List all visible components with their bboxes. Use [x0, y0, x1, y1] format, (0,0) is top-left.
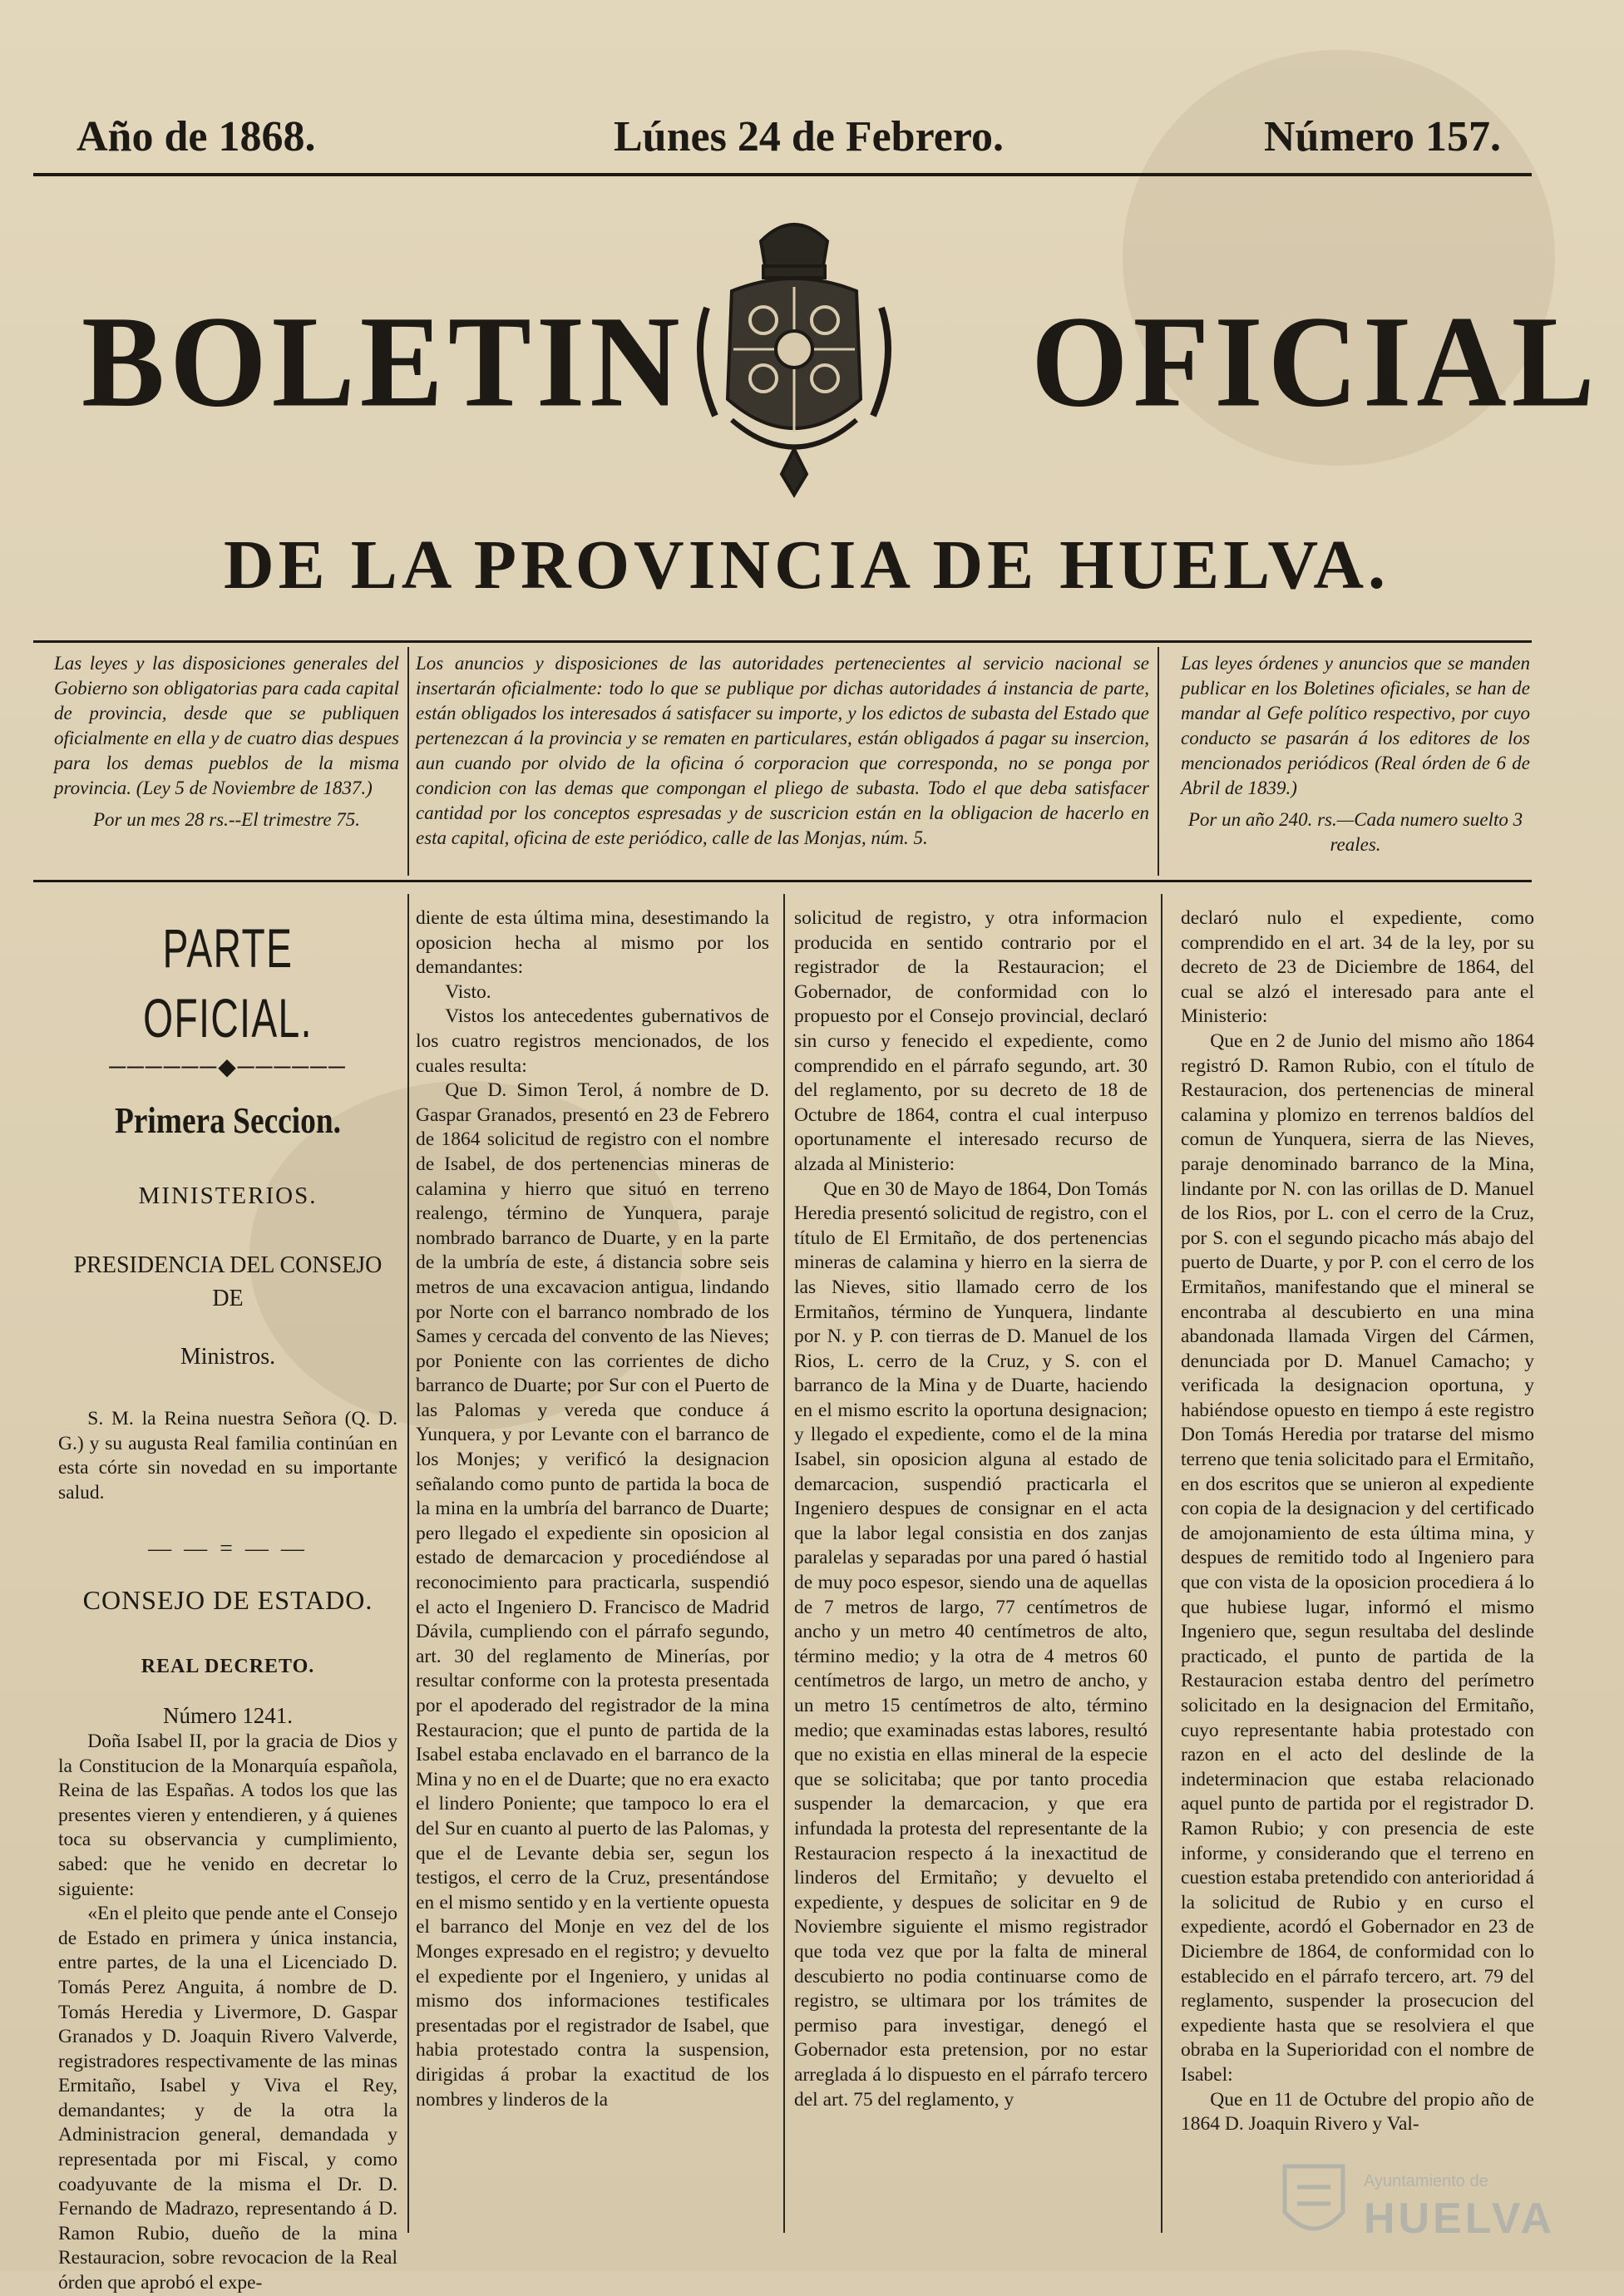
column-divider [407, 647, 409, 876]
paragraph: declaró nulo el expediente, como comprendido en el art. 34 de la ley, por su decreto de 23 de Diciembre de 1864, del cual se alzó el interesado para ante el Ministerio: [1181, 907, 1534, 1028]
real-decreto-heading: REAL DECRETO. [141, 1655, 315, 1677]
watermark-line1: Ayuntamiento de [1364, 2172, 1488, 2190]
paragraph: diente de esta última mina, desestimando la oposicion hecha al mismo por los demandantes: [416, 907, 769, 979]
ministros-heading: Ministros. [180, 1344, 276, 1370]
masthead-subtitle: DE LA PROVINCIA DE HUELVA. [224, 526, 1390, 604]
column-divider [1158, 647, 1159, 876]
notice-center [416, 651, 1149, 880]
notice-right-text: Las leyes órdenes y anuncios que se manden publicar en los Boletines oficiales, se han de mandar al Gefe político respectivo, por cuyo conducto se pasarán á los editores de los mencionados periódicos (Real órden de 6 de Abril de 1839.) [1181, 653, 1530, 798]
paragraph: «En el pleito que pende ante el Consejo de Estado en primera y única instancia, entre partes, de la una el Licenciado D. Tomás Perez Anguita, á nombre de D. Tomás Heredia y Livermore, D. Gaspar Granados y D. Joaquin Rivero Valverde, registradores respectivamente de las minas Ermitaño, Isabel y Viva el Rey, demandantes; y de la otra la Administracion general, demandada y representada por mi Fiscal, y como coadyuvante de la misma el Dr. D. Fernando de Madrazo, representando á D. Ramon Rubio, dueño de la mina Restauracion, sobre revocacion de la Real órden que aprobó el expe- [58, 1903, 397, 2294]
presidencia-heading: PRESIDENCIA DEL CONSEJO DE [73, 1252, 383, 1311]
primera-seccion-heading: Primera Seccion. [114, 1100, 342, 1141]
paragraph: Visto. [445, 980, 491, 1003]
issue-year: Año de 1868. [77, 113, 316, 160]
consejo-de-estado-heading: CONSEJO DE ESTADO. [82, 1584, 373, 1615]
watermark-line2: HUELVA [1364, 2195, 1556, 2243]
paragraph: Que en 11 de Octubre del propio año de 1864 D. Joaquin Rivero y Val- [1181, 2088, 1534, 2136]
masthead-oficial: OFICIAL [1031, 289, 1600, 435]
paragraph: Que D. Simon Terol, á nombre de D. Gaspar Granados, presentó en 23 de Febrero de 1864 solicitud de registro con el nombre de Isabel, de dos pertenencias mineras de calamina y hierro que situó en terreno realengo, término de Yunquera, paraje nombrado barranco de Duarte, y en la parte de la umbría de este, á distancia sobre seis metros de una excavacion antigua, lindando por Norte con el barranco nombrado de los Sames y cercada del convento de las Nieves; por Poniente con las corrientes de dicho barranco de Duarte; por Sur con el Puerto de las Palomas y vereda que conduce á Yunquera, y por Levante con el barranco de los Monjes; y verificó la designacion señalando como punto de partida la boca de la mina en la umbría del barranco de Duarte; pero llegado el expediente sin oposicion al estado de demarcacion y procediéndose al reconocimiento para practicarla, suspendió el acto el Ingeniero D. Francisco de Madrid Dávila, cumpliendo con el párrafo segundo, art. 30 del reglamento de Minerías, por resultar conforme con la protesta presentada por el apoderado del registrador de la mina Restauracion; que el punto de partida de la Isabel estaba enclavado en el barranco de la Mina y no en el de Duarte; que no era exacto el lindero Poniente; que tampoco lo era el del Sur en cuanto al puerto de las Palomas, y que el de Levante debia ser, segun los testigos, el cerro de la Cruz, presentándose en el mismo sentido y en la vertiente opuesta el barranco del Monje en vez del de los Monges expresado en el registro; y devuelto el expediente por el Ingeniero, y unidas al mismo dos informaciones testificales presentadas por el registrador de Isabel, que habia protestado contra la suspension, dirigidas á probar la exactitud de los nombres y linderos de la [416, 1079, 769, 2111]
notices-bottom-rule [33, 880, 1532, 882]
column-divider [783, 894, 785, 2233]
issue-number: Número 157. [1264, 113, 1502, 160]
ornament-divider: ──────◆────── [109, 1054, 347, 1080]
column-1 [58, 906, 397, 2294]
masthead-boletin: BOLETIN [81, 289, 685, 435]
notice-center-text: Los anuncios y disposiciones de las autoridades pertenecientes al servicio nacional se insertarán oficialmente: todo lo que se publique por dichas autoridades á instancia de parte, están obligados los interesados á satisfacer su importe, y los edictos de subasta del Estado que pertenezcan á la provincia y se rematen en particulares, están obligados á pagar su insercion, aun cuando por olvido de la oficina ó corporacion que corresponda, no se ponga por condicion con las demas que compongan el pliego de subasta. Todo el que deba satisfacer cantidad por los conceptos espresadas y de suscricion están en la obligacion de hacerlo en esta capital, oficina de este periódico, calle de las Monjas, núm. 5. [416, 653, 1149, 848]
notice-left-price: Por un mes 28 rs.--El trimestre 75. [92, 809, 361, 830]
column-2 [416, 906, 769, 2237]
paragraph: solicitud de registro, y otra informacion producida en sentido contrario por el registrador de la Restauracion; el Gobernador, de conformidad con lo propuesto por el Consejo provincial, declaró sin curso y fenecido el expediente, como comprendido en el párrafo segundo, art. 30 del reglamento, por su decreto de 18 de Octubre de 1864, contra el cual interpuso oportunamente el interesado recurso de alzada al Ministerio: [794, 907, 1148, 1175]
notice-left [54, 651, 399, 880]
column-divider [1161, 894, 1162, 2233]
archive-watermark [1281, 2154, 1605, 2254]
paragraph: Que en 30 de Mayo de 1864, Don Tomás Heredia presentó solicitud de registro, con el título de El Ermitaño, de dos pertenencias mineras de calamina y hierro en la sierra de las Nieves, sitio llamado cerro de los Ermitaños, término de Yunquera, lindante por N. y P. con tierras de D. Manuel de los Rios, L. cerro de la Cruz, y S. con el barranco de la Mina y de Duarte, haciendo en el mismo escrito la oportuna designacion; y llegado el expediente, como el de la mina Isabel, sin oposicion alguna al estado de demarcacion, suspendió practicarla el Ingeniero despues de consignar en el acta que la labor legal consistia en dos zanjas paralelas y separadas por una pared ó hastial de muy poco espesor, siendo una de aquellas de 7 metros de largo, 77 centímetros de ancho y un metro 40 centímetros de alto, término medio; y la otra de 4 metros 60 centímetros de largo, un metro de ancho, y un metro 15 centímetros de alto, término medio; que examinadas estas labores, resultó que no existia en ellas mineral de la especie que se solicitaba; que por tanto procedia suspender la demarcacion, y que era infundada la protesta del representante de la Restauracion respecto á la inexactitud de linderos del Ermitaño; y devuelto el expediente, y despues de solicitar en 9 de Noviembre siguiente el mismo registrador que toda vez que por la falta de mineral descubierto no podia continuarse como de registro, se ultimara por los trámites de permiso para investigar, denegó el Gobernador esta pretension, por no estar arreglada á lo dispuesto en el párrafo tercero del art. 75 del reglamento, y [794, 1178, 1148, 2111]
header-rule [33, 173, 1532, 176]
issue-date: Lúnes 24 de Febrero. [614, 113, 1004, 160]
column-4 [1181, 906, 1534, 2237]
column-3 [794, 906, 1148, 2237]
paragraph: Vistos los antecedentes gubernativos de los cuatro registros mencionados, de los cuales resulta: [416, 1005, 769, 1077]
paragraph: S. M. la Reina nuestra Señora (Q. D. G.) y su augusta Real familia continúan en esta córte sin novedad en su importante salud. [58, 1408, 397, 1504]
royal-coat-of-arms-icon [682, 208, 906, 499]
notices-top-rule [33, 640, 1532, 643]
decree-number: Número 1241. [163, 1702, 293, 1728]
parte-oficial-heading: PARTE OFICIAL. [143, 917, 313, 1049]
column-divider [407, 894, 409, 2233]
notice-right-price: Por un año 240. rs.—Cada numero suelto 3 reales. [1187, 809, 1523, 855]
section-divider: — — = — — [148, 1536, 308, 1563]
paragraph: Que en 2 de Junio del mismo año 1864 registró D. Ramon Rubio, con el título de Restauracion, dos pertenencias de mineral calamina y plomizo en terrenos baldíos del comun de Yunquera, sierra de las Nieves, paraje denominado barranco de la Mina, lindante por N. con las orillas de D. Manuel de los Rios, por L. con el cerro de la Cruz, por S. con el segundo picacho más abajo del puerto de Duarte, y por P. con el cerro de los Ermitaños, manifestando que el mineral se encontraba al descubierto en una mina abandonada llamada Virgen del Cármen, denunciada por D. Manuel Camacho; y verificada la designacion oportuna, y habiéndose opuesto en tiempo á este registro Don Tomás Heredia por tratarse del mismo terreno que tenia solicitado para el Ermitaño, en dos escritos que se unieron al expediente con copia de la designacion y del certificado de amojonamiento de esta última mina, y despues de remitido todo al Ingeniero para que con vista de la oposicion procediera á lo que hubiese lugar, informó el mismo Ingeniero que, segun resultaba del deslinde practicado, el punto de partida de la Restauracion estaba dentro del perímetro solicitado en la designacion del Ermitaño, cuyo representante habia protestado con razon en el acto del deslinde de la indeterminacion que estaba relacionado aquel punto de partida por el registrador D. Ramon Rubio; y con presencia de este informe, y considerando que el terreno en cuestion estaba pretendido con anterioridad á la solicitud de Rubio y en curso el expediente, acordó el Gobernador en 23 de Diciembre de 1864, de conformidad con lo establecido en el párrafo tercero, art. 79 del reglamento, suspender la prosecucion del expediente hasta que se resolviera el que obraba en la Superioridad con el nombre de Isabel: [1181, 1029, 1534, 2086]
notice-left-text: Las leyes y las disposiciones generales del Gobierno son obligatorias para cada capital de provincia, desde que se publiquen oficialmente en ella y de cuatro dias despues para los demas pueblos de la misma provincia. (Ley 5 de Noviembre de 1837.) [54, 653, 399, 798]
city-shield-icon [1281, 2162, 1347, 2245]
notice-right [1181, 651, 1530, 880]
ministerios-heading: MINISTERIOS. [138, 1183, 318, 1209]
paragraph: Doña Isabel II, por la gracia de Dios y la Constitucion de la Monarquía española, Reina de las Españas. A todos los que las presentes vieren y entendieren, y á quienes toca su observancia y cumplimiento, sabed: que he venido en decretar lo siguiente: [58, 1730, 397, 1900]
